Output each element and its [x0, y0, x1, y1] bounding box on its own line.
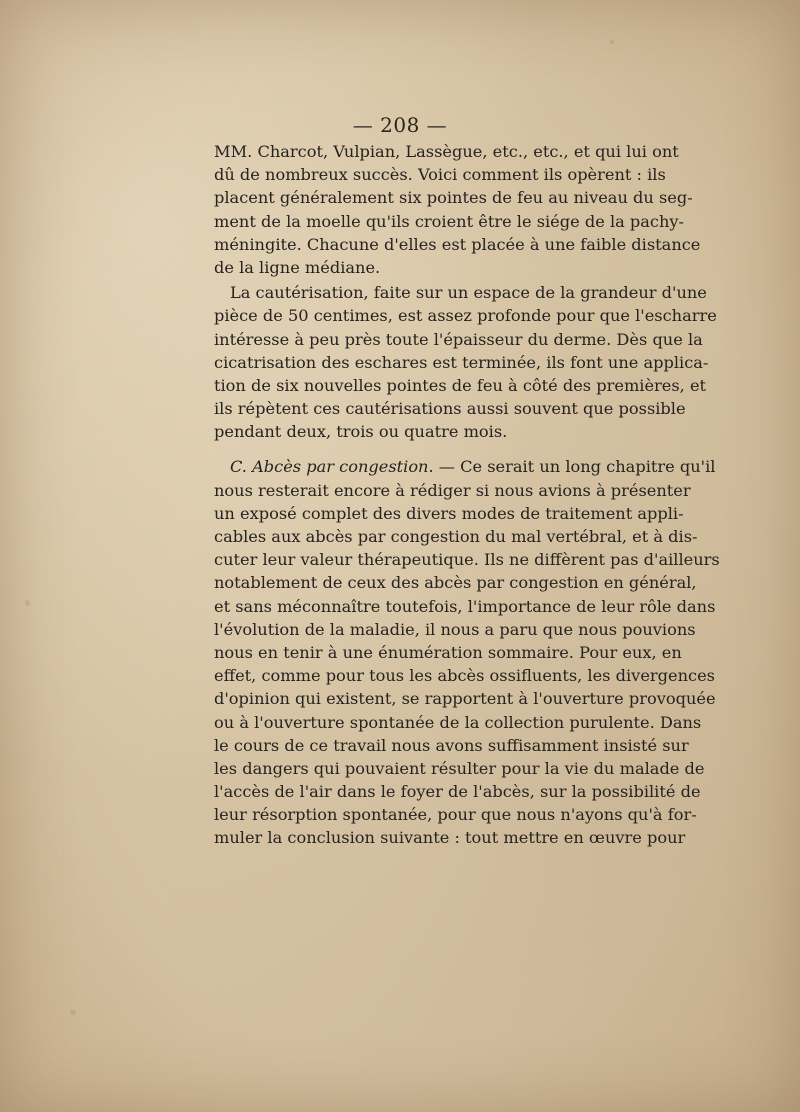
text-line: ment de la moelle qu'ils croient être le siége de la pachy-: [214, 211, 685, 231]
page-number: — 208 —: [352, 113, 448, 137]
text-line: l'évolution de la maladie, il nous a paru que nous pouvions: [214, 619, 696, 639]
page-body-text: [214, 140, 720, 850]
paper-spot: [610, 40, 614, 44]
text-line: d'opinion qui existent, se rapportent à l'ouverture provoquée: [214, 689, 716, 709]
text-line: ou à l'ouverture spontanée de la collection purulente. Dans: [214, 712, 702, 732]
text-line: leur résorption spontanée, pour que nous n'ayons qu'à for-: [214, 805, 697, 825]
text-line: et sans méconnaître toutefois, l'importance de leur rôle dans: [214, 596, 716, 616]
heading-continuation: — Ce serait un long chapitre qu'il: [433, 457, 716, 477]
text-line: pièce de 50 centimes, est assez profonde pour que l'escharre: [214, 306, 717, 326]
text-line: cicatrisation des eschares est terminée, ils font une applica-: [214, 352, 709, 372]
paragraph: [214, 281, 717, 443]
text-line: tion de six nouvelles pointes de feu à côté des premières, et: [214, 375, 707, 395]
text-line: nous resterait encore à rédiger si nous avions à présenter: [214, 480, 691, 500]
text-line: les dangers qui pouvaient résulter pour la vie du malade de: [214, 758, 705, 778]
text-line: MM. Charcot, Vulpian, Lassègue, etc., etc., et qui lui ont: [214, 142, 679, 161]
paper-spot: [70, 1010, 76, 1015]
text-line: effet, comme pour tous les abcès ossifluents, les divergences: [214, 666, 715, 686]
paper-spot: [25, 600, 30, 606]
section-heading: C. Abcès par congestion.: [230, 457, 434, 477]
text-line: dû de nombreux succès. Voici comment ils opèrent : ils: [214, 165, 666, 185]
text-line: de la ligne médiane.: [214, 257, 381, 277]
text-line: cuter leur valeur thérapeutique. Ils ne diffèrent pas d'ailleurs: [214, 550, 720, 570]
text-line: muler la conclusion suivante : tout mettre en œuvre pour: [214, 828, 686, 848]
text-line: ils répètent ces cautérisations aussi souvent que possible: [214, 399, 686, 419]
text-line: nous en tenir à une énumération sommaire. Pour eux, en: [214, 642, 682, 662]
text-line: [214, 455, 716, 478]
text-line: un exposé complet des divers modes de traitement appli-: [214, 503, 684, 523]
paragraph: [214, 455, 720, 849]
text-line: l'accès de l'air dans le foyer de l'abcès, sur la possibilité de: [214, 782, 701, 802]
text-line: cables aux abcès par congestion du mal vertébral, et à dis-: [214, 527, 698, 546]
text-line: intéresse à peu près toute l'épaisseur du derme. Dès que la: [214, 329, 703, 349]
paragraph: [214, 140, 701, 279]
text-line: pendant deux, trois ou quatre mois.: [214, 422, 508, 442]
text-line: méningite. Chacune d'elles est placée à une faible distance: [214, 234, 701, 254]
text-line: placent généralement six pointes de feu au niveau du seg-: [214, 188, 693, 208]
text-line: notablement de ceux des abcès par congestion en général,: [214, 573, 697, 593]
text-line: La cautérisation, faite sur un espace de la grandeur d'une: [230, 283, 707, 303]
text-line: le cours de ce travail nous avons suffisamment insisté sur: [214, 735, 689, 755]
